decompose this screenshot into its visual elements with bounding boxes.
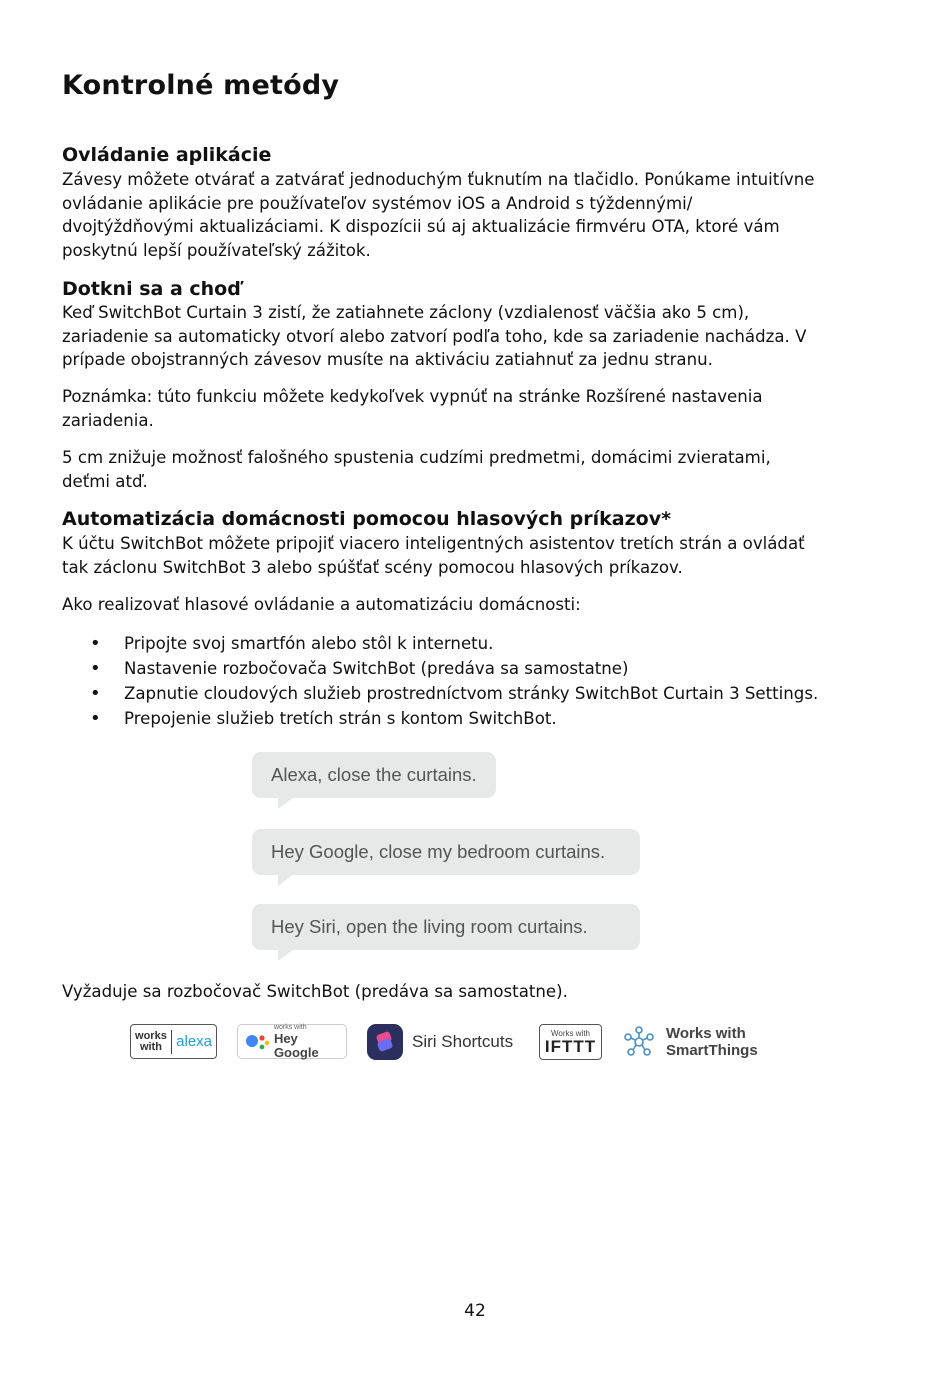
text-line: deťmi atď. bbox=[62, 471, 148, 491]
paragraph-touch bbox=[62, 301, 852, 372]
shortcuts-icon bbox=[367, 1024, 403, 1060]
list-item: • Nastavenie rozbočovača SwitchBot (predáva sa samostatne) bbox=[62, 657, 818, 682]
section-heading-voice: Automatizácia domácnosti pomocou hlasových príkazov* bbox=[62, 508, 672, 530]
speech-bubble-google: Hey Google, close my bedroom curtains. bbox=[252, 829, 640, 875]
logo-text: with bbox=[139, 1040, 162, 1053]
logo-text: IFTTT bbox=[544, 1036, 597, 1056]
text-line: zariadenie sa automaticky otvorí alebo zatvorí podľa toho, kde sa zariadenie nachádza. V bbox=[62, 326, 807, 346]
list-item: • Zapnutie cloudových služieb prostredníctvom stránky SwitchBot Curtain 3 Settings. bbox=[62, 682, 818, 707]
text-line: Keď SwitchBot Curtain 3 zistí, že zatiahnete záclony (vzdialenosť väčšia ako 5 cm), bbox=[62, 303, 750, 322]
section-heading-app: Ovládanie aplikácie bbox=[62, 144, 272, 166]
text-line: zariadenia. bbox=[62, 410, 154, 430]
logo-text: SmartThings bbox=[666, 1042, 758, 1059]
logo-text: Works with bbox=[551, 1028, 590, 1038]
text-line: prípade obojstranných závesov musíte na aktiváciu zatiahnuť za jednu stranu. bbox=[62, 350, 713, 369]
section-heading-touch: Dotkni sa a choď bbox=[62, 278, 241, 300]
text-line: 5 cm znižuje možnosť falošného spustenia cudzími predmetmi, domácimi zvieratami, bbox=[62, 448, 771, 467]
siri-shortcuts-logo bbox=[367, 1024, 527, 1060]
smartthings-icon bbox=[622, 1025, 656, 1059]
alexa-brand: alexa bbox=[176, 1033, 212, 1050]
works-with-alexa-logo bbox=[130, 1024, 217, 1059]
text-line: Poznámka: túto funkciu môžete kedykoľvek vypnúť na stránke Rozšírené nastavenia bbox=[62, 387, 763, 406]
paragraph-note bbox=[62, 385, 852, 432]
steps-list bbox=[62, 632, 818, 732]
works-with-ifttt-logo bbox=[539, 1024, 602, 1060]
paragraph-app bbox=[62, 168, 852, 262]
page-number: 42 bbox=[464, 1301, 486, 1321]
footnote: Vyžaduje sa rozbočovač SwitchBot (predáva sa samostatne). bbox=[62, 982, 568, 1001]
text-line: ovládanie aplikácie pre používateľov systémov iOS a Android s týždennými/ bbox=[62, 193, 693, 213]
logo-text: Siri Shortcuts bbox=[412, 1032, 514, 1051]
speech-bubble-siri: Hey Siri, open the living room curtains. bbox=[252, 904, 640, 950]
text-line: K účtu SwitchBot môžete pripojiť viacero inteligentných asistentov tretích strán a ovládať bbox=[62, 534, 805, 553]
paragraph-voice bbox=[62, 532, 852, 579]
logo-text: Works with bbox=[666, 1025, 746, 1042]
text-line: tak záclonu SwitchBot 3 alebo spúšťať scény pomocou hlasových príkazov. bbox=[62, 557, 683, 577]
hey-google-logo bbox=[237, 1024, 347, 1059]
logo-text: Hey Google bbox=[273, 1030, 319, 1060]
text-line: Závesy môžete otvárať a zatvárať jednoduchým ťuknutím na tlačidlo. Ponúkame intuitívne bbox=[62, 170, 815, 189]
logo-text: works with bbox=[273, 1023, 307, 1031]
google-assistant-icon bbox=[245, 1032, 271, 1052]
list-item: • Prepojenie služieb tretích strán s kontom SwitchBot. bbox=[62, 707, 818, 732]
text-line: poskytnú lepší používateľský zážitok. bbox=[62, 240, 371, 260]
paragraph-howto: Ako realizovať hlasové ovládanie a automatizáciu domácnosti: bbox=[62, 595, 581, 614]
list-item: • Pripojte svoj smartfón alebo stôl k internetu. bbox=[62, 632, 818, 657]
speech-bubble-alexa: Alexa, close the curtains. bbox=[252, 752, 496, 798]
page-title: Kontrolné metódy bbox=[62, 70, 340, 101]
paragraph-extra bbox=[62, 446, 852, 493]
text-line: dvojtýždňovými aktualizáciami. K dispozícii sú aj aktualizácie firmvéru OTA, ktoré vám bbox=[62, 217, 780, 236]
logo-text: works bbox=[135, 1029, 167, 1042]
works-with-smartthings-logo bbox=[622, 1024, 772, 1060]
